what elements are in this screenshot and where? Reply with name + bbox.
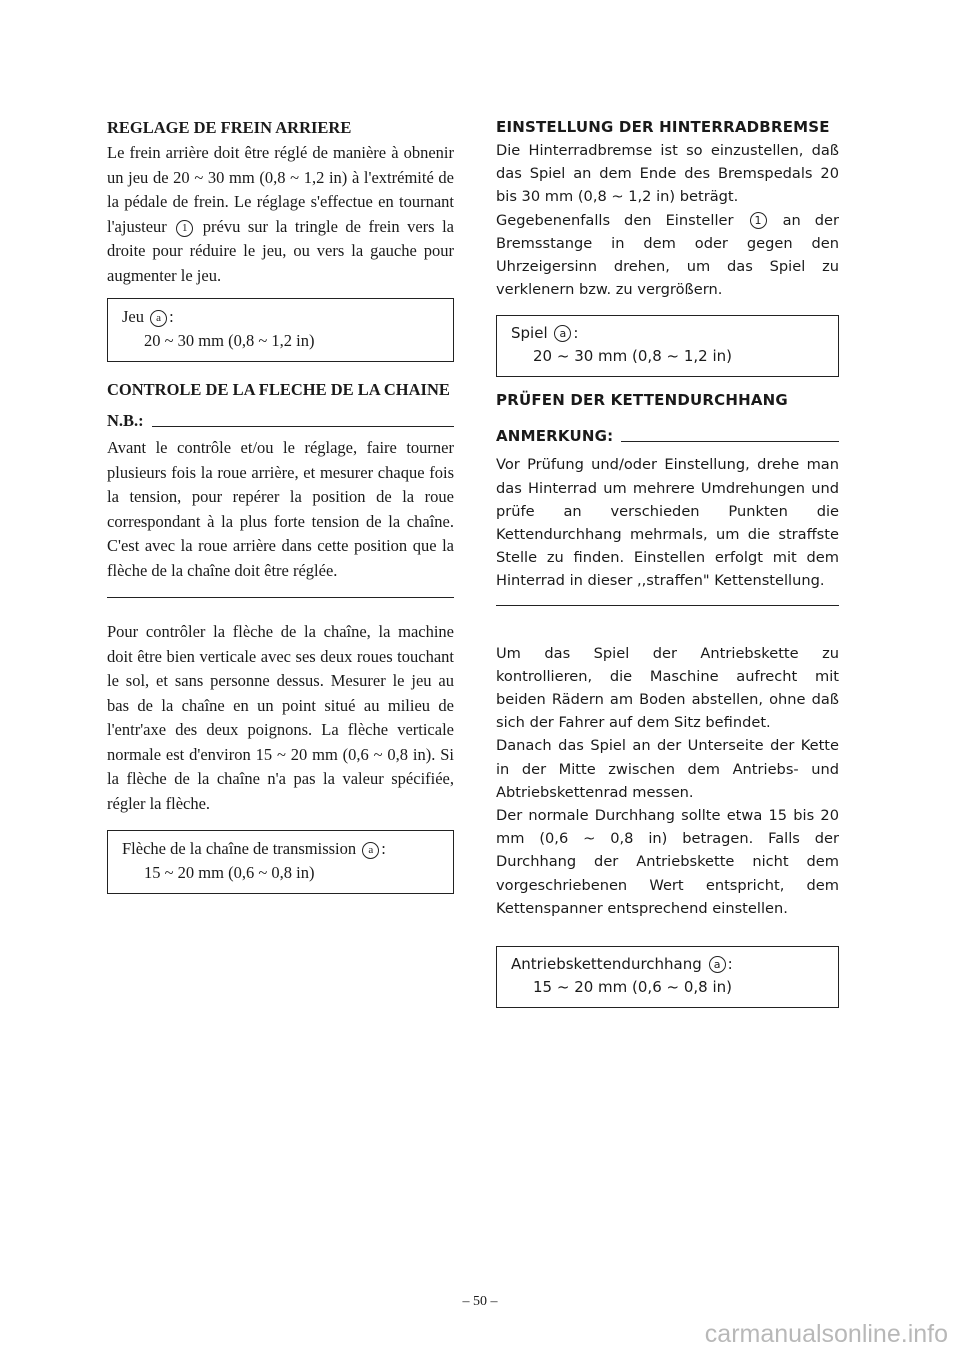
adjuster-marker-icon: 1: [176, 220, 193, 237]
spec-label: Antriebskettendurchhang: [511, 955, 702, 974]
note-header: [107, 409, 454, 432]
spec-value: 15 ~ 20 mm (0,6 ~ 0,8 in): [533, 978, 732, 997]
watermark: carmanualsonline.info: [704, 1320, 948, 1348]
note-header: [496, 425, 839, 447]
paragraph-brake-adjustment: [107, 141, 454, 288]
note-end-divider: [107, 597, 454, 598]
german-column: [496, 116, 839, 1008]
paragraph-adjuster: [496, 209, 839, 302]
page-number: – 50 –: [462, 1294, 498, 1309]
spec-box-brake-play: Jeu a : 20 ~ 30 mm (0,8 ~ 1,2 in): [107, 298, 454, 362]
section-heading-chain-slack: CONTROLE DE LA FLECHE DE LA CHAINE: [107, 380, 450, 399]
note-label: ANMERKUNG:: [496, 427, 614, 446]
paragraph-text: an der Bremsstange in dem oder gegen den Uhrzeigersinn drehen, um das Spiel zu verklenern bzw. zu vergrößern.: [496, 211, 840, 299]
spec-value: 20 ~ 30 mm (0,8 ~ 1,2 in): [533, 347, 732, 366]
spec-box-brake-play: Spiel a : 20 ~ 30 mm (0,8 ~ 1,2 in): [496, 315, 839, 377]
french-column: [107, 116, 454, 894]
paragraph-normal-slack: Der normale Durchhang sollte etwa 15 bis 20 mm (0,6 ~ 0,8 in) betragen. Falls der Durchhang der Antriebskette nicht dem vorgeschriebenen Wert entspricht, dem Kettenspanner entsprechend einstellen.: [496, 807, 839, 917]
paragraph-brake-adjustment: Die Hinterradbremse ist so einzustellen, daß das Spiel an dem Ende des Bremspedals 20 bis 30 mm (0,8 ~ 1,2 in) beträgt.: [496, 142, 839, 206]
paragraph-chain-check: Pour contrôler la flèche de la chaîne, la machine doit être bien verticale avec ses deux roues touchant le sol, et sans personne dessus. Mesurer le jeu au bas de la chaîne en un point situé au milieu de l'entr'axe des deux poignons. La flèche verticale normale est d'environ 15 ~ 20 mm (0,6 ~ 0,8 in). Si la flèche de la chaîne n'a pas la valeur spécifiée, régler la flèche.: [107, 622, 454, 813]
paragraph-measure: Danach das Spiel an der Unterseite der Kette in der Mitte zwischen dem Antriebs- und Abtriebskettenrad messen.: [496, 737, 839, 801]
note-text: Avant le contrôle et/ou le réglage, faire tourner plusieurs fois la roue arrière, et mesurer chaque fois la tension, pour repérer la position de la roue correspondant à la plus forte tension de la chaîne. C'est avec la roue arrière dans cette position que la flèche de la chaîne doit être réglée.: [107, 438, 454, 580]
spec-value: 20 ~ 30 mm (0,8 ~ 1,2 in): [144, 331, 315, 350]
spec-box-chain-slack: Antriebskettendurchhang a : 15 ~ 20 mm (0,6 ~ 0,8 in): [496, 946, 839, 1008]
spec-label: Spiel: [511, 324, 548, 343]
section-heading-chain-slack: PRÜFEN DER KETTENDURCHHANG: [496, 391, 788, 410]
spec-label: Jeu: [122, 307, 144, 326]
slack-marker-icon: a: [709, 956, 726, 973]
adjuster-marker-icon: 1: [750, 212, 767, 229]
note-text: Vor Prüfung und/oder Einstellung, drehe man das Hinterrad um mehrere Umdrehungen und prüfe an verschieden Punkten die Kettendurchhang mehrmals, um die straffste Stelle zu finden. Einstellen erfolgt mit dem Hinterrad in dieser ,,straffen" Kettenstellung.: [496, 456, 839, 590]
paragraph-chain-check: Um das Spiel der Antriebskette zu kontrollieren, die Maschine aufrecht mit beiden Rädern am Boden abstellen, ohne daß sich der Fahrer auf dem Sitz befindet.: [496, 644, 839, 732]
note-rule: [621, 440, 839, 442]
play-marker-icon: a: [150, 310, 167, 327]
play-marker-icon: a: [554, 325, 571, 342]
paragraph-text: prévu sur la tringle de frein vers la droite pour réduire le jeu, ou vers la gauche pour augmenter le jeu.: [107, 216, 454, 285]
spec-box-chain-slack: Flèche de la chaîne de transmission a : 15 ~ 20 mm (0,6 ~ 0,8 in): [107, 830, 454, 894]
paragraph-text: Le frein arrière doit être réglé de manière à obnenir un jeu de 20 ~ 30 mm (0,8 ~ 1,2 in) à l'extrémité de la pédale de frein. Le réglage s'effectue en tournant l'ajusteur: [107, 143, 454, 236]
note-end-divider: [496, 605, 839, 606]
section-heading-rear-brake: REGLAGE DE FREIN ARRIERE: [107, 118, 352, 137]
note-rule: [152, 425, 454, 427]
slack-marker-icon: a: [362, 842, 379, 859]
spec-label: Flèche de la chaîne de transmission: [122, 839, 357, 858]
note-label: N.B.:: [107, 411, 144, 430]
spec-value: 15 ~ 20 mm (0,6 ~ 0,8 in): [144, 863, 315, 882]
paragraph-text: Gegebenenfalls den Einsteller: [496, 211, 734, 229]
section-heading-rear-brake: EINSTELLUNG DER HINTERRADBREMSE: [496, 118, 830, 136]
